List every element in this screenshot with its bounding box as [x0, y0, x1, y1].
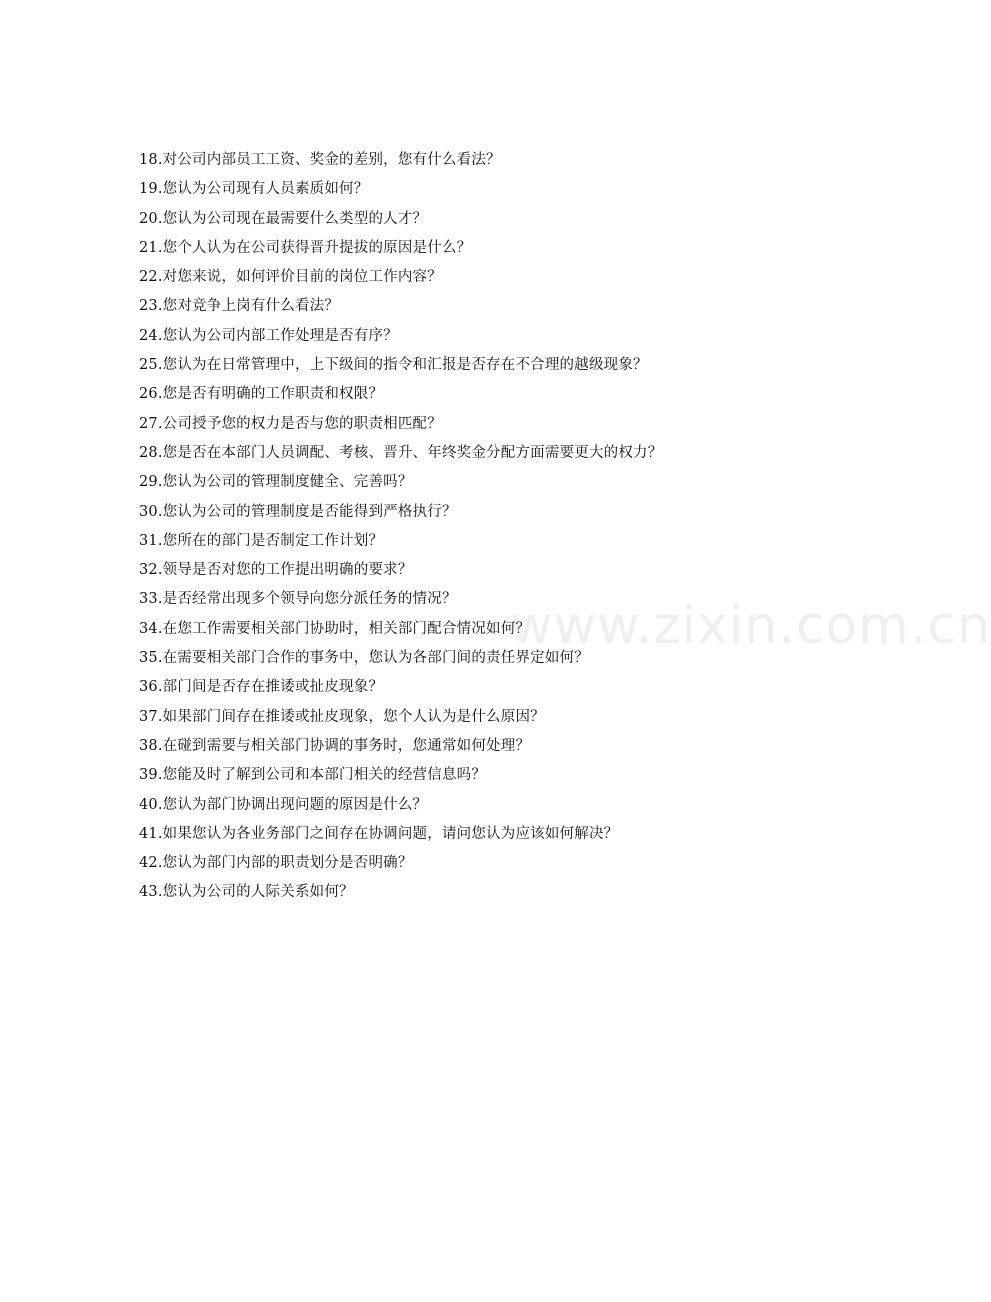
- question-item: 38.在碰到需要与相关部门协调的事务时，您通常如何处理？: [139, 737, 531, 754]
- question-item: 29.您认为公司的管理制度健全、完善吗？: [139, 474, 413, 491]
- question-item: 19.您认为公司现有人员素质如何？: [139, 181, 369, 198]
- question-item: 30.您认为公司的管理制度是否能得到严格执行？: [139, 503, 457, 520]
- question-item: 24.您认为公司内部工作处理是否有序？: [139, 327, 398, 344]
- question-item: 42.您认为部门内部的职责划分是否明确？: [139, 855, 413, 872]
- question-item: 21.您个人认为在公司获得晋升提拔的原因是什么？: [139, 239, 472, 256]
- question-item: 31.您所在的部门是否制定工作计划？: [139, 532, 384, 549]
- question-item: 39.您能及时了解到公司和本部门相关的经营信息吗？: [139, 767, 487, 784]
- question-item: 22.对您来说，如何评价目前的岗位工作内容？: [139, 269, 442, 286]
- question-item: 20.您认为公司现在最需要什么类型的人才？: [139, 210, 428, 227]
- question-item: 43.您认为公司的人际关系如何？: [139, 884, 354, 901]
- question-item: 25.您认为在日常管理中，上下级间的指令和汇报是否存在不合理的越级现象？: [139, 357, 648, 374]
- question-item: 32.领导是否对您的工作提出明确的要求？: [139, 562, 413, 579]
- question-item: 37.如果部门间存在推诿或扯皮现象，您个人认为是什么原因？: [139, 708, 545, 725]
- question-list: [139, 148, 839, 910]
- question-item: 18.对公司内部员工工资、奖金的差别，您有什么看法？: [139, 152, 501, 168]
- question-item: 40.您认为部门协调出现问题的原因是什么？: [139, 796, 428, 813]
- question-item: 36.部门间是否存在推诿或扯皮现象？: [139, 679, 384, 696]
- question-item: 28.您是否在本部门人员调配、考核、晋升、年终奖金分配方面需要更大的权力？: [139, 444, 663, 461]
- question-item: 27.公司授予您的权力是否与您的职责相匹配？: [139, 415, 442, 432]
- question-item: 33.是否经常出现多个领导向您分派任务的情况？: [139, 591, 457, 608]
- question-item: 41.如果您认为各业务部门之间存在协调问题，请问您认为应该如何解决？: [139, 825, 619, 842]
- question-item: 26.您是否有明确的工作职责和权限？: [139, 386, 384, 403]
- watermark-text: www.zixin.com.cn: [510, 596, 991, 656]
- question-item: 23.您对竞争上岗有什么看法？: [139, 298, 340, 315]
- question-item: 34.在您工作需要相关部门协助时，相关部门配合情况如何？: [139, 620, 531, 637]
- question-item: 35.在需要相关部门合作的事务中，您认为各部门间的责任界定如何？: [139, 650, 589, 667]
